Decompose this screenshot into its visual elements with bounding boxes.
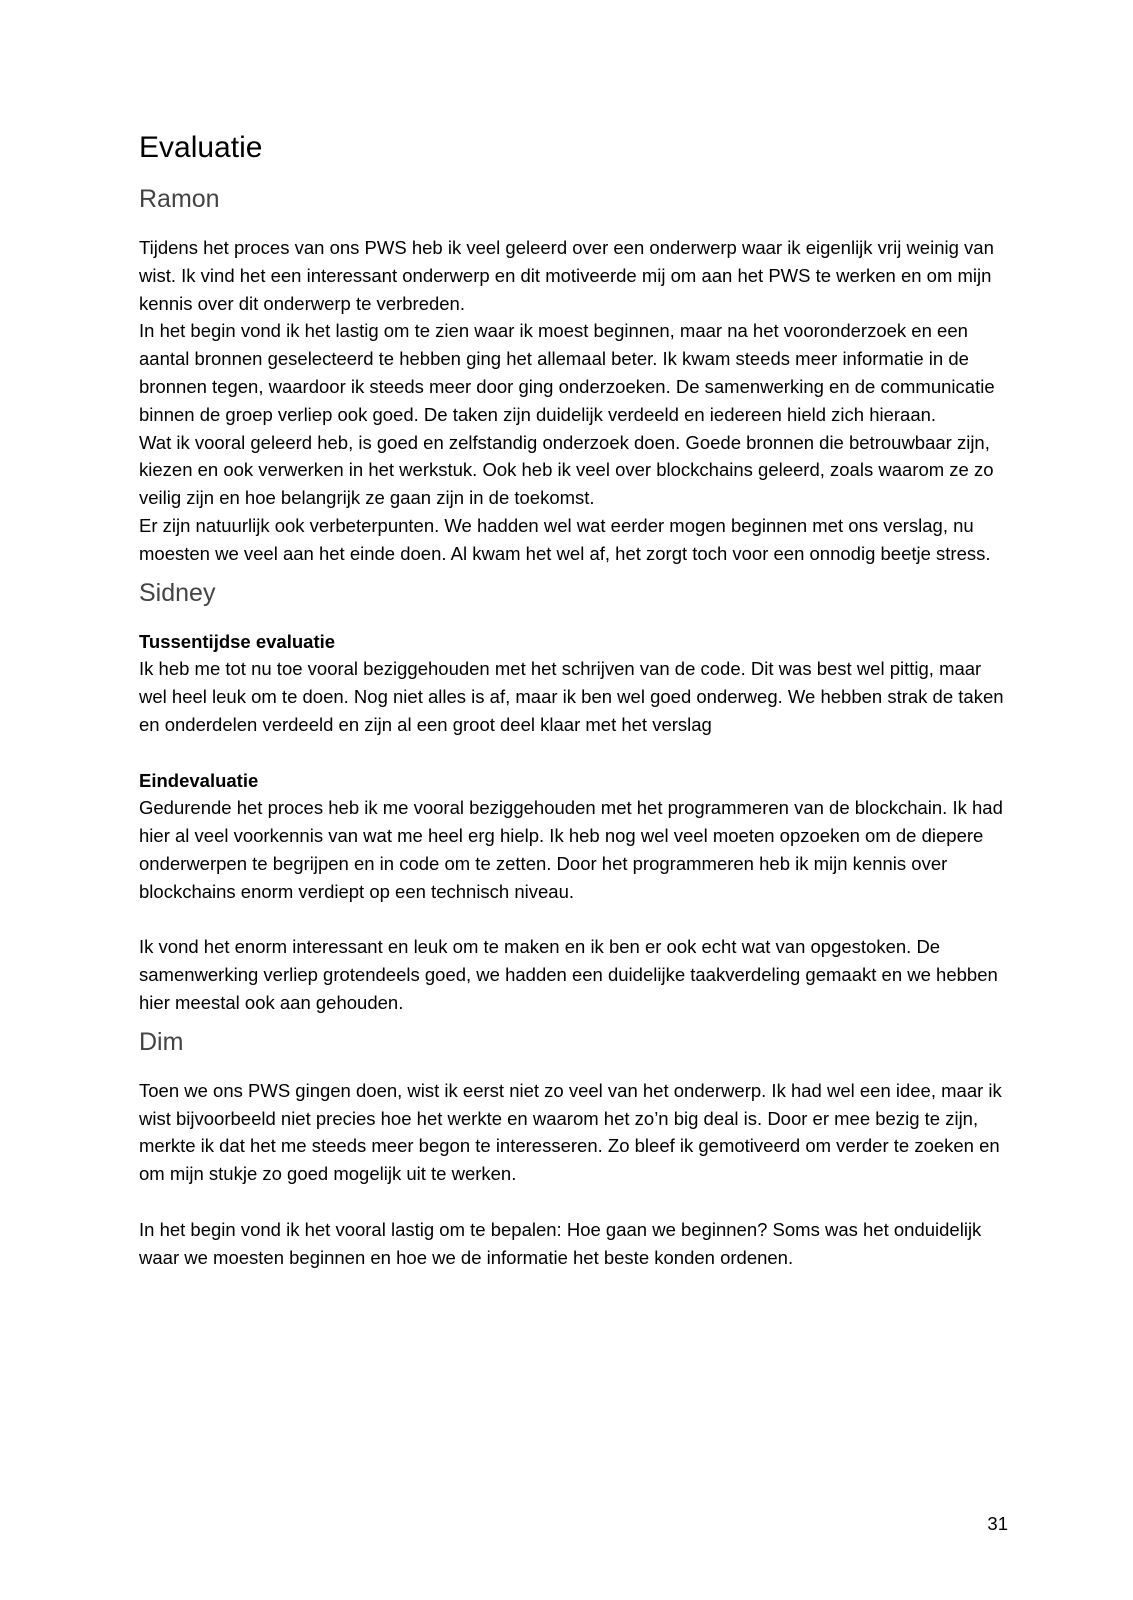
- sidney-paragraph: Ik heb me tot nu toe vooral beziggehouden met het schrijven van de code. Dit was best wel pittig, maar wel heel leuk om te doen. Nog niet alles is af, maar ik ben wel goed onderweg. We hebben strak de taken en onderdelen verdeeld en zijn al een groot deel klaar met het verslag: [139, 658, 1004, 735]
- sidney-paragraph: Ik vond het enorm interessant en leuk om te maken en ik ben er ook echt wat van opgestoken. De samenwerking verliep grotendeels goed, we hadden een duidelijke taakverdeling gemaakt en we hebben hier meestal ook aan gehouden.: [139, 936, 998, 1013]
- page-title: Evaluatie: [139, 131, 263, 164]
- subheading-eindevaluatie: Eindevaluatie: [139, 769, 259, 791]
- sidney-paragraph: Gedurende het proces heb ik me vooral beziggehouden met het programmeren van de blockchain. Ik had hier al veel voorkennis van wat me heel erg hielp. Ik heb nog wel veel moeten opzoeken om de diepere onderwerpen te begrijpen en in code om te zetten. Door het programmeren heb ik mijn kennis over blockchains enorm verdiept op een technisch niveau.: [139, 797, 1003, 902]
- subheading-tussentijdse-evaluatie: Tussentijdse evaluatie: [139, 630, 336, 652]
- page-content: [139, 128, 1009, 1271]
- ramon-paragraph: Tijdens het proces van ons PWS heb ik veel geleerd over een onderwerp waar ik eigenlijk vrij weinig van wist. Ik vind het een interessant onderwerp en dit motiveerde mij om aan het PWS te werken en om mijn kennis over dit onderwerp te verbreden.: [139, 237, 994, 314]
- dim-paragraph: Toen we ons PWS gingen doen, wist ik eerst niet zo veel van het onderwerp. Ik had wel een idee, maar ik wist bijvoorbeeld niet precies hoe het werkte en waarom het zo’n big deal is. Door er mee bezig te zijn, merkte ik dat het me steeds meer begon te interesseren. Zo bleef ik gemotiveerd om verder te zoeken en om mijn stukje zo goed mogelijk uit te werken.: [139, 1079, 1002, 1185]
- ramon-paragraph: In het begin vond ik het lastig om te zien waar ik moest beginnen, maar na het vooronderzoek en een aantal bronnen geselecteerd te hebben ging het allemaal beter. Ik kwam steeds meer informatie in de bronnen tegen, waardoor ik steeds meer door ging onderzoeken. De samenwerking en de communicatie binnen de groep verliep ook goed. De taken zijn duidelijk verdeeld en iedereen hield zich hieraan.: [139, 320, 995, 425]
- ramon-paragraph: Er zijn natuurlijk ook verbeterpunten. We hadden wel wat eerder mogen beginnen met ons verslag, nu moesten we veel aan het einde doen. Al kwam het wel af, het zorgt toch voor een onnodig beetje stress.: [139, 514, 991, 564]
- section-heading-sidney: Sidney: [139, 578, 216, 607]
- dim-paragraph: In het begin vond ik het vooral lastig om te bepalen: Hoe gaan we beginnen? Soms was het onduidelijk waar we moesten beginnen en hoe we de informatie het beste konden ordenen.: [139, 1218, 982, 1268]
- section-heading-ramon: Ramon: [139, 185, 220, 213]
- section-heading-dim: Dim: [139, 1027, 184, 1056]
- ramon-paragraph: Wat ik vooral geleerd heb, is goed en zelfstandig onderzoek doen. Goede bronnen die betrouwbaar zijn, kiezen en ook verwerken in het werkstuk. Ook heb ik veel over blockchains geleerd, zoals waarom ze zo veilig zijn en hoe belangrijk ze gaan zijn in de toekomst.: [139, 431, 994, 509]
- page-number: 31: [987, 1513, 1008, 1534]
